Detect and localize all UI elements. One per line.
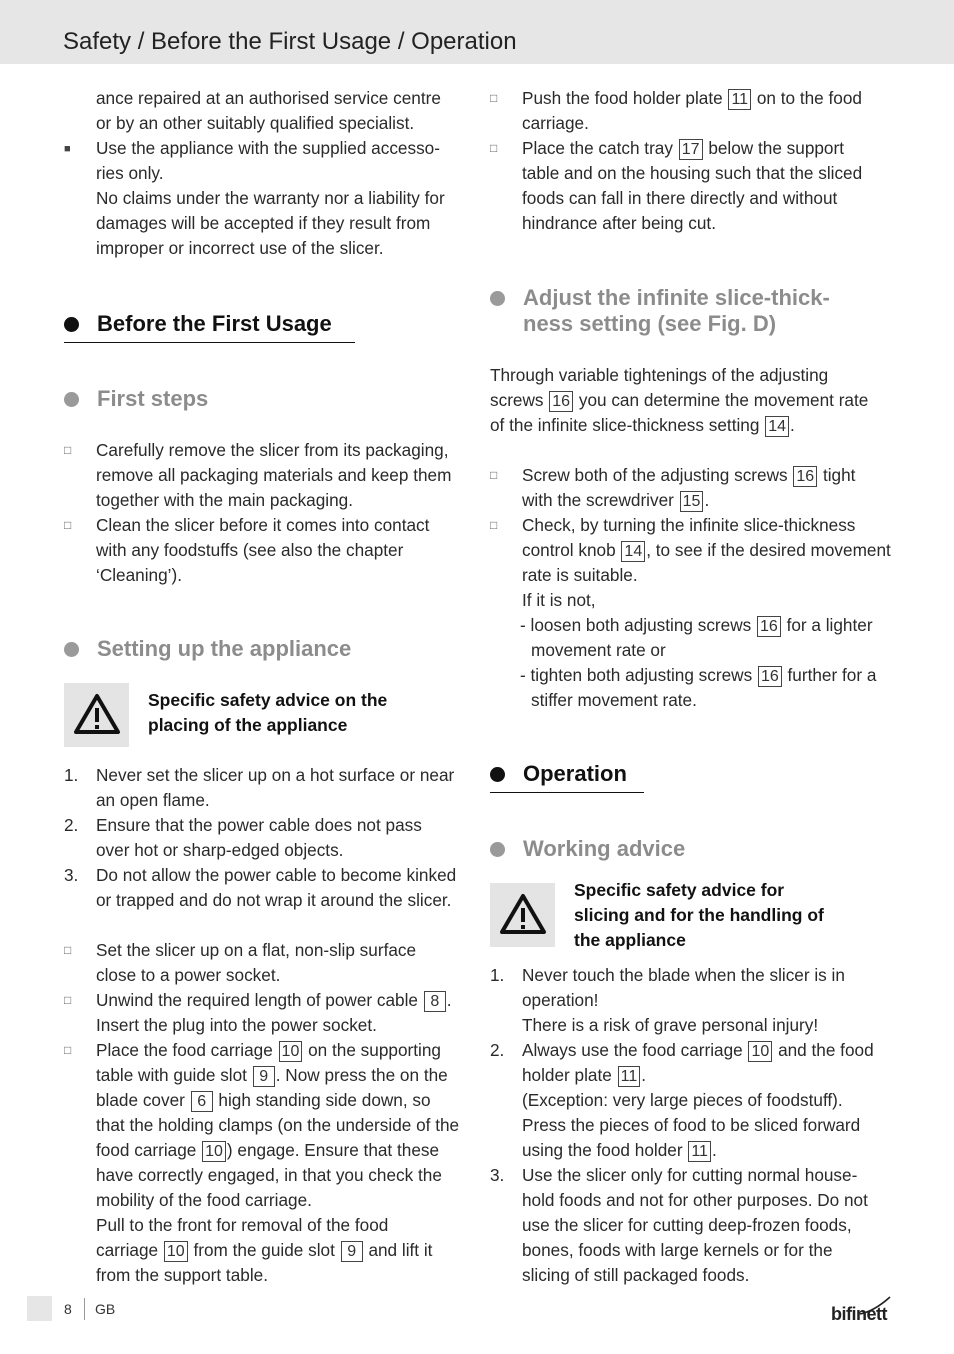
warning-title: placing of the appliance xyxy=(148,715,348,735)
text-line: slicing of still packaged foods. xyxy=(522,1265,750,1285)
warning-box xyxy=(64,683,129,747)
text-line xyxy=(96,1138,439,1163)
reference-number: 14 xyxy=(765,416,789,437)
heading-text: Setting up the appliance xyxy=(97,636,352,661)
heading-text: Operation xyxy=(523,761,627,786)
text-line xyxy=(522,1038,874,1063)
checkbox-bullet-icon: □ xyxy=(64,518,72,532)
text-line: Check, by turning the infinite slice-thickness xyxy=(522,515,856,535)
text-segment: food carriage xyxy=(96,1140,197,1160)
text-line: hindrance after being cut. xyxy=(522,213,716,233)
text-segment: . xyxy=(446,990,452,1010)
text-segment: of the infinite slice-thickness setting xyxy=(490,415,760,435)
text-segment: . Now press the on the xyxy=(275,1065,448,1085)
text-segment: carriage xyxy=(96,1240,159,1260)
language-code: GB xyxy=(95,1301,116,1317)
text-line: Through variable tightenings of the adjusting xyxy=(490,365,829,385)
warning-box xyxy=(490,883,555,947)
checkbox-bullet-icon: □ xyxy=(64,1043,72,1057)
text-line xyxy=(522,488,709,513)
text-segment: blade cover xyxy=(96,1090,185,1110)
text-line: mobility of the food carriage. xyxy=(96,1190,312,1210)
heading-underline xyxy=(64,342,355,343)
checkbox-bullet-icon: □ xyxy=(64,443,72,457)
heading-underline xyxy=(490,792,644,793)
reference-number: 16 xyxy=(793,466,817,487)
text-line: Pull to the front for removal of the food xyxy=(96,1215,389,1235)
bullet-dot-icon xyxy=(490,842,505,857)
text-line: Use the slicer only for cutting normal house- xyxy=(522,1165,858,1185)
reference-number: 15 xyxy=(680,491,704,512)
reference-number: 10 xyxy=(748,1041,772,1062)
text-line: have correctly engaged, in that you check the xyxy=(96,1165,442,1185)
warning-title: slicing and for the handling of xyxy=(574,905,824,925)
reference-number: 16 xyxy=(757,616,781,637)
text-line: with any foodstuffs (see also the chapter xyxy=(96,540,404,560)
text-segment: ) engage. Ensure that these xyxy=(226,1140,440,1160)
reference-number: 11 xyxy=(688,1141,711,1162)
text-segment: Place the catch tray xyxy=(522,138,673,158)
text-segment: table with guide slot xyxy=(96,1065,247,1085)
text-segment: from the guide slot xyxy=(193,1240,335,1260)
text-line xyxy=(520,613,873,638)
text-segment: Unwind the required length of power cable xyxy=(96,990,418,1010)
warning-title: Specific safety advice for xyxy=(574,880,785,900)
text-segment: Always use the food carriage xyxy=(522,1040,743,1060)
bullet-dot-icon xyxy=(64,392,79,407)
text-segment: and lift it xyxy=(368,1240,433,1260)
brand-logo: bifinett xyxy=(831,1304,887,1324)
checkbox-bullet-icon: □ xyxy=(490,91,498,105)
text-line: stiffer movement rate. xyxy=(531,690,697,710)
text-segment: on to the food xyxy=(756,88,862,108)
text-line xyxy=(96,1238,432,1263)
text-line xyxy=(522,136,844,161)
text-line: No claims under the warranty nor a liability for xyxy=(96,188,445,208)
page-number: 8 xyxy=(64,1301,72,1317)
text-line xyxy=(490,413,795,438)
reference-number: 17 xyxy=(679,139,703,160)
text-line: Carefully remove the slicer from its packaging, xyxy=(96,440,449,460)
text-segment: screws xyxy=(490,390,544,410)
text-line: ance repaired at an authorised service centre xyxy=(96,88,441,108)
square-bullet-icon: ■ xyxy=(64,143,71,155)
text-segment: with the screwdriver xyxy=(522,490,674,510)
reference-number: 8 xyxy=(424,991,446,1012)
text-line: Press the pieces of food to be sliced forward xyxy=(522,1115,861,1135)
text-segment: below the support xyxy=(708,138,844,158)
reference-number: 14 xyxy=(621,541,645,562)
text-line: There is a risk of grave personal injury! xyxy=(522,1015,819,1035)
text-line: use the slicer for cutting deep-frozen foods, xyxy=(522,1215,852,1235)
page-title: Safety / Before the First Usage / Operation xyxy=(63,28,517,55)
text-line: Never set the slicer up on a hot surface or near xyxy=(96,765,455,785)
footer-divider xyxy=(84,1298,85,1320)
text-line: ries only. xyxy=(96,163,164,183)
list-number: 1. xyxy=(490,965,505,985)
bullet-dot-icon xyxy=(64,642,79,657)
heading-text: First steps xyxy=(97,386,209,411)
text-line xyxy=(96,988,452,1013)
reference-number: 6 xyxy=(191,1091,213,1112)
reference-number: 9 xyxy=(341,1241,363,1262)
text-segment: control knob xyxy=(522,540,616,560)
text-line xyxy=(96,1038,441,1063)
list-number: 2. xyxy=(490,1040,505,1060)
text-segment: . xyxy=(704,490,710,510)
text-line: Never touch the blade when the slicer is in xyxy=(522,965,845,985)
text-segment: high standing side down, so xyxy=(218,1090,431,1110)
text-line: that the holding clamps (on the underside of the xyxy=(96,1115,460,1135)
reference-number: 11 xyxy=(728,89,751,110)
warning-title: the appliance xyxy=(574,930,686,950)
heading-text: Before the First Usage xyxy=(97,311,332,336)
warning-triangle-icon xyxy=(499,892,547,936)
text-line: rate is suitable. xyxy=(522,565,638,585)
warning-triangle-icon xyxy=(73,692,121,736)
text-line: remove all packaging materials and keep them xyxy=(96,465,452,485)
text-line: (Exception: very large pieces of foodstuff). xyxy=(522,1090,843,1110)
text-line xyxy=(96,1088,431,1113)
reference-number: 10 xyxy=(202,1141,226,1162)
warning-title: Specific safety advice on the xyxy=(148,690,388,710)
text-line: Set the slicer up on a flat, non-slip surface xyxy=(96,940,417,960)
text-line: damages will be accepted if they result from xyxy=(96,213,431,233)
text-line: carriage. xyxy=(522,113,589,133)
text-line: Ensure that the power cable does not pass xyxy=(96,815,422,835)
bullet-dot-icon xyxy=(64,317,79,332)
text-line: operation! xyxy=(522,990,599,1010)
heading-text: Working advice xyxy=(523,836,686,861)
reference-number: 16 xyxy=(549,391,573,412)
text-line: Insert the plug into the power socket. xyxy=(96,1015,377,1035)
reference-number: 16 xyxy=(758,666,782,687)
text-line: or trapped and do not wrap it around the slicer. xyxy=(96,890,452,910)
text-line: close to a power socket. xyxy=(96,965,281,985)
text-segment: holder plate xyxy=(522,1065,612,1085)
text-line xyxy=(522,538,891,563)
text-segment: - loosen both adjusting screws xyxy=(520,615,752,635)
reference-number: 10 xyxy=(164,1241,188,1262)
text-line: bones, foods with large kernels or for the xyxy=(522,1240,833,1260)
list-number: 3. xyxy=(64,865,79,885)
text-segment: for a lighter xyxy=(786,615,873,635)
reference-number: 11 xyxy=(618,1066,641,1087)
bullet-dot-icon xyxy=(490,767,505,782)
text-line: over hot or sharp-edged objects. xyxy=(96,840,344,860)
text-segment: further for a xyxy=(787,665,877,685)
text-segment: using the food holder xyxy=(522,1140,683,1160)
bullet-dot-icon xyxy=(490,291,505,306)
text-segment: you can determine the movement rate xyxy=(578,390,869,410)
text-line: ‘Cleaning’). xyxy=(96,565,182,585)
checkbox-bullet-icon: □ xyxy=(64,993,72,1007)
reference-number: 9 xyxy=(253,1066,275,1087)
text-line: an open flame. xyxy=(96,790,210,810)
text-segment: on the supporting xyxy=(308,1040,441,1060)
heading-text: Adjust the infinite slice-thick- xyxy=(523,285,830,310)
reference-number: 10 xyxy=(279,1041,303,1062)
list-number: 2. xyxy=(64,815,79,835)
text-line xyxy=(522,1063,646,1088)
text-segment: , to see if the desired movement xyxy=(646,540,891,560)
heading-text: ness setting (see Fig. D) xyxy=(523,311,777,336)
text-line xyxy=(522,1138,717,1163)
text-line xyxy=(490,388,868,413)
text-line: Do not allow the power cable to become kinked xyxy=(96,865,457,885)
text-segment: . xyxy=(641,1065,646,1085)
text-segment: . xyxy=(711,1140,717,1160)
text-segment: Push the food holder plate xyxy=(522,88,723,108)
checkbox-bullet-icon: □ xyxy=(490,518,498,532)
list-number: 3. xyxy=(490,1165,505,1185)
text-segment: Place the food carriage xyxy=(96,1040,273,1060)
text-line xyxy=(520,663,876,688)
text-line xyxy=(522,86,862,111)
text-line: If it is not, xyxy=(522,590,596,610)
text-line xyxy=(96,1063,448,1088)
text-segment: - tighten both adjusting screws xyxy=(520,665,753,685)
text-line: Clean the slicer before it comes into contact xyxy=(96,515,430,535)
text-line: hold foods and not for other purposes. Do not xyxy=(522,1190,868,1210)
footer-marker xyxy=(27,1296,52,1321)
checkbox-bullet-icon: □ xyxy=(490,468,498,482)
checkbox-bullet-icon: □ xyxy=(64,943,72,957)
checkbox-bullet-icon: □ xyxy=(490,141,498,155)
list-number: 1. xyxy=(64,765,79,785)
text-line: movement rate or xyxy=(531,640,666,660)
text-line xyxy=(522,463,855,488)
text-line: together with the main packaging. xyxy=(96,490,354,510)
text-segment: Screw both of the adjusting screws xyxy=(522,465,788,485)
text-line: table and on the housing such that the sliced xyxy=(522,163,863,183)
text-line: or by an other suitably qualified specialist. xyxy=(96,113,415,133)
text-line: foods can fall in there directly and without xyxy=(522,188,838,208)
text-segment: tight xyxy=(822,465,856,485)
text-line: from the support table. xyxy=(96,1265,268,1285)
text-line: Use the appliance with the supplied accesso- xyxy=(96,138,440,158)
text-line: improper or incorrect use of the slicer. xyxy=(96,238,384,258)
text-segment: and the food xyxy=(778,1040,874,1060)
text-segment: . xyxy=(789,415,795,435)
